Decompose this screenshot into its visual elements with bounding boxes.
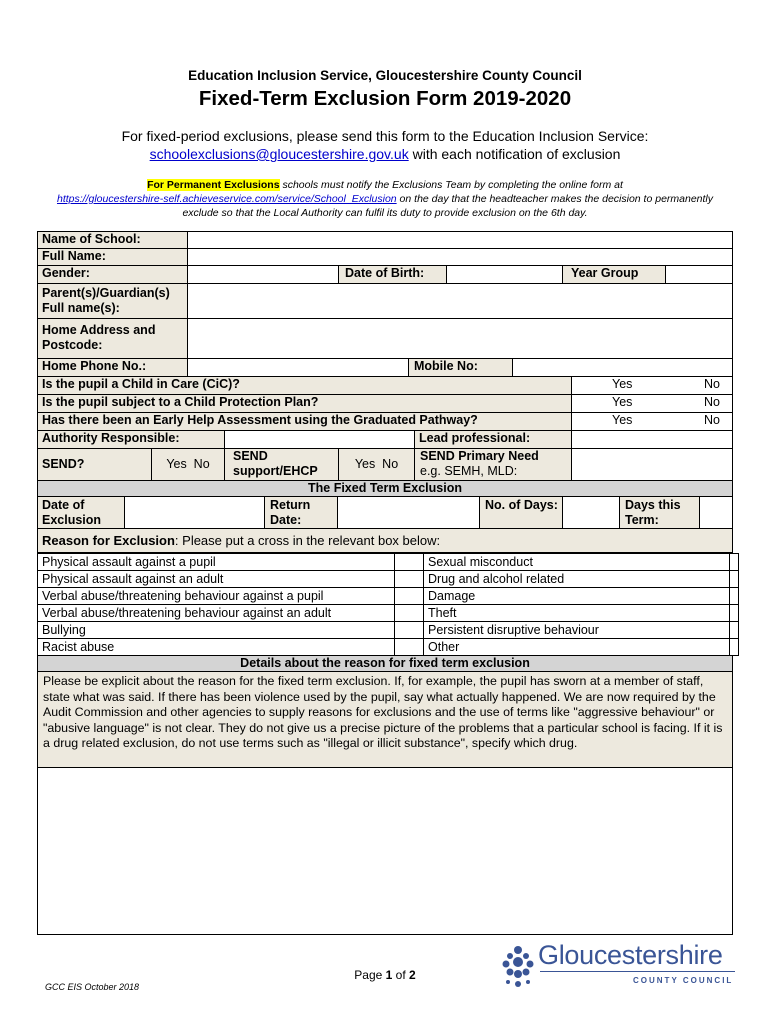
- logo-text: Gloucestershire: [538, 940, 723, 970]
- send-primary-title: SEND Primary Need: [420, 449, 539, 463]
- page-num: 1: [385, 968, 393, 982]
- send-yes-no[interactable]: Yes No: [151, 448, 225, 481]
- online-form-link[interactable]: https://gloucestershire-self.achieveservice.com/service/School_Exclusion: [56, 193, 397, 205]
- council-logo: [498, 940, 738, 990]
- question-eha: Has there been an Early Help Assessment using the Graduated Pathway?: [37, 412, 572, 431]
- page-of: of: [392, 968, 410, 982]
- lead-professional-field[interactable]: [571, 430, 733, 449]
- label-dob: Date of Birth:: [338, 265, 447, 284]
- reason-checkbox-right[interactable]: [729, 604, 739, 622]
- send-primary-field[interactable]: [571, 448, 733, 481]
- reason-checkbox-right[interactable]: [729, 621, 739, 639]
- home-phone-field[interactable]: [187, 358, 409, 377]
- label-return-date: Return Date:: [264, 496, 338, 529]
- reason-label-right: Drug and alcohol related: [423, 570, 730, 588]
- answer-cic[interactable]: [571, 376, 733, 395]
- send-primary-example: e.g. SEMH, MLD:: [420, 464, 518, 478]
- permanent-text1: schools must notify the Exclusions Team by completing the online form at: [279, 179, 623, 191]
- reason-checkbox-left[interactable]: [394, 553, 424, 571]
- details-text-area[interactable]: [37, 767, 733, 935]
- reason-label-right: Theft: [423, 604, 730, 622]
- label-send: SEND?: [37, 448, 152, 481]
- gender-field[interactable]: [187, 265, 339, 284]
- label-no-of-days: No. of Days:: [479, 496, 563, 529]
- reason-checkbox-left[interactable]: [394, 570, 424, 588]
- email-link[interactable]: schoolexclusions@gloucestershire.gov.uk: [149, 146, 409, 162]
- label-send-primary: [414, 448, 572, 481]
- intro-line2: with each notification of exclusion: [408, 146, 621, 162]
- logo-divider: [540, 971, 735, 972]
- label-mobile: Mobile No:: [408, 358, 513, 377]
- logo-subtitle: COUNTY COUNCIL: [633, 976, 734, 985]
- label-lead-professional: Lead professional:: [414, 430, 572, 449]
- reason-label-right: Persistent disruptive behaviour: [423, 621, 730, 639]
- yes-option[interactable]: Yes: [612, 377, 633, 391]
- full-name-field[interactable]: [187, 248, 733, 266]
- question-cpp: Is the pupil subject to a Child Protection Plan?: [37, 394, 572, 413]
- return-date-field[interactable]: [337, 496, 480, 529]
- form-title: Fixed-Term Exclusion Form 2019-2020: [198, 87, 572, 110]
- no-option[interactable]: No: [704, 377, 720, 391]
- permanent-exclusion-note: [40, 178, 730, 220]
- footer-ref: GCC EIS October 2018: [45, 982, 140, 992]
- question-cic: Is the pupil a Child in Care (CiC)?: [37, 376, 572, 395]
- reason-heading-rest: : Please put a cross in the relevant box below:: [174, 533, 441, 548]
- yes-option[interactable]: Yes: [612, 395, 633, 409]
- label-send-support: SEND support/EHCP: [224, 448, 339, 481]
- label-days-this-term: Days this Term:: [619, 496, 700, 529]
- reason-label-left: Physical assault against an adult: [37, 570, 395, 588]
- address-field[interactable]: [187, 318, 733, 359]
- label-authority: Authority Responsible:: [37, 430, 225, 449]
- details-instructions: Please be explicit about the reason for the fixed term exclusion. If, for example, the pupil has sworn at a member of staff, state what was said. If there has been violence used by the pupil, say what actually happened. We are now required by the Audit Commission and other agencies to supply reasons for exclusions and the use of terms like "aggressive behaviour" or "abusive language" is not clear. They do not give us a precise picture of the problems that a particular school is facing. If it is a drug related exclusion, do not use terms such as "illegal or illicit substance", specify which drug.: [37, 671, 733, 768]
- reason-label-left: Racist abuse: [37, 638, 395, 656]
- reason-label-left: Verbal abuse/threatening behaviour against an adult: [37, 604, 395, 622]
- label-gender: Gender:: [37, 265, 188, 284]
- authority-field[interactable]: [224, 430, 415, 449]
- dob-field[interactable]: [446, 265, 563, 284]
- name-of-school-field[interactable]: [187, 231, 733, 249]
- parents-field[interactable]: [187, 283, 733, 319]
- answer-eha[interactable]: [571, 412, 733, 431]
- label-parents: Parent(s)/Guardian(s) Full name(s):: [37, 283, 188, 319]
- reason-label-right: Damage: [423, 587, 730, 605]
- reason-checkbox-left[interactable]: [394, 604, 424, 622]
- days-this-term-field[interactable]: [699, 496, 733, 529]
- section-fixed-term: The Fixed Term Exclusion: [37, 480, 733, 497]
- reason-checkbox-left[interactable]: [394, 621, 424, 639]
- reason-heading: [37, 528, 733, 553]
- date-of-exclusion-field[interactable]: [124, 496, 265, 529]
- reason-checkbox-right[interactable]: [729, 587, 739, 605]
- crest-icon: [498, 942, 538, 990]
- reason-heading-bold: Reason for Exclusion: [42, 533, 175, 548]
- reason-label-left: Physical assault against a pupil: [37, 553, 395, 571]
- answer-cpp[interactable]: [571, 394, 733, 413]
- yes-option[interactable]: Yes: [612, 413, 633, 427]
- org-heading: Education Inclusion Service, Gloucestershire County Council: [188, 68, 582, 83]
- intro-line1: For fixed-period exclusions, please send this form to the Education Inclusion Service:: [121, 128, 649, 144]
- permanent-highlight: For Permanent Exclusions: [147, 179, 280, 191]
- year-group-field[interactable]: [665, 265, 733, 284]
- reason-checkbox-left[interactable]: [394, 638, 424, 656]
- send-support-yes-no[interactable]: Yes No: [338, 448, 415, 481]
- reason-checkbox-right[interactable]: [729, 638, 739, 656]
- reason-checkbox-right[interactable]: [729, 570, 739, 588]
- reason-checkbox-left[interactable]: [394, 587, 424, 605]
- label-address: Home Address and Postcode:: [37, 318, 188, 359]
- label-year-group: Year Group: [562, 265, 666, 284]
- label-home-phone: Home Phone No.:: [37, 358, 188, 377]
- reason-label-right: Sexual misconduct: [423, 553, 730, 571]
- section-details: Details about the reason for fixed term exclusion: [37, 655, 733, 672]
- no-option[interactable]: No: [704, 395, 720, 409]
- permanent-text2: on the day that the headteacher makes the decision to permanently exclude so that the Local Authority can fulfil its duty to provide exclusion on the 6th day.: [182, 193, 714, 219]
- label-full-name: Full Name:: [37, 248, 188, 266]
- reason-label-left: Verbal abuse/threatening behaviour against a pupil: [37, 587, 395, 605]
- page-prefix: Page: [354, 968, 386, 982]
- mobile-field[interactable]: [512, 358, 733, 377]
- reason-checkbox-right[interactable]: [729, 553, 739, 571]
- label-name-of-school: Name of School:: [37, 231, 188, 249]
- page-total: 2: [409, 968, 416, 982]
- reason-label-right: Other: [423, 638, 730, 656]
- intro-text: [0, 127, 770, 163]
- reason-label-left: Bullying: [37, 621, 395, 639]
- label-date-of-exclusion: Date of Exclusion: [37, 496, 125, 529]
- no-option[interactable]: No: [704, 413, 720, 427]
- no-of-days-field[interactable]: [562, 496, 620, 529]
